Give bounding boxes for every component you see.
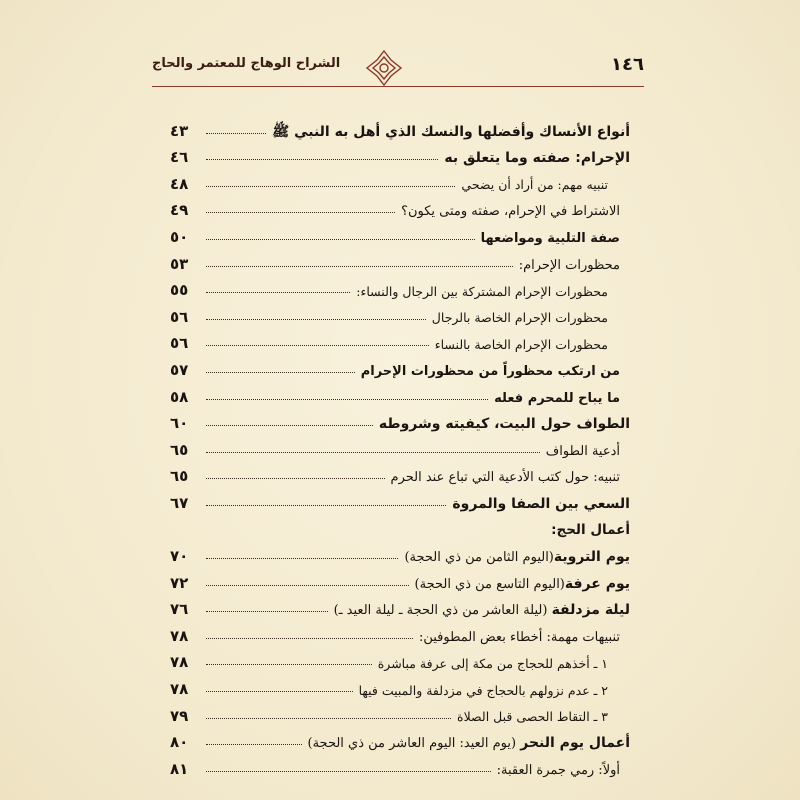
toc-entry-text: (اليوم الثامن من ذي الحجة) bbox=[404, 550, 554, 566]
toc-entry-text: (ليلة العاشر من ذي الحجة ـ ليلة العيد ـ) bbox=[333, 603, 552, 619]
toc-page-number: ٦٥ bbox=[170, 467, 189, 486]
toc-row bbox=[170, 405, 630, 432]
toc-page-number: ٤٨ bbox=[170, 174, 189, 193]
toc-row bbox=[170, 218, 630, 245]
toc-row bbox=[170, 724, 630, 751]
toc-entry bbox=[440, 151, 630, 165]
toc-page-number: ٧٨ bbox=[170, 680, 189, 699]
header-rule bbox=[152, 86, 644, 87]
toc-entry-text: محظورات الإحرام: bbox=[518, 257, 620, 273]
toc-row bbox=[170, 697, 630, 724]
toc-entry bbox=[400, 550, 630, 564]
toc-entry bbox=[448, 497, 630, 511]
toc-entry-text: من ارتكب محظوراً من محظورات الإحرام bbox=[360, 363, 620, 379]
toc-page-number: ٦٧ bbox=[170, 493, 189, 512]
toc-page-number: ٧٨ bbox=[170, 653, 189, 672]
dot-leader bbox=[206, 425, 373, 426]
toc-page-number: ٦٥ bbox=[170, 440, 189, 459]
toc-row bbox=[170, 298, 630, 325]
toc-entry-text: أعمال الحج: bbox=[551, 522, 630, 538]
toc-entry bbox=[411, 577, 630, 591]
dot-leader bbox=[206, 558, 398, 559]
dot-leader bbox=[206, 186, 455, 187]
toc-entry bbox=[387, 471, 630, 484]
toc-entry-text: ٣ ـ التقاط الحصى قبل الصلاة bbox=[457, 709, 608, 725]
page-header bbox=[152, 48, 644, 88]
toc-row bbox=[170, 139, 630, 166]
toc-page-number: ٥٦ bbox=[170, 307, 189, 326]
toc-page-number: ٥٣ bbox=[170, 254, 189, 273]
toc-row bbox=[170, 245, 630, 272]
toc-entry-text: الاشتراط في الإحرام، صفته ومتى يكون؟ bbox=[401, 204, 620, 220]
toc-entry-bold: ليلة مزدلفة bbox=[551, 602, 630, 619]
dot-leader bbox=[206, 345, 429, 346]
toc-page-number: ٧٢ bbox=[170, 573, 189, 592]
toc-entry bbox=[453, 711, 630, 724]
toc-row bbox=[170, 750, 630, 777]
dot-leader bbox=[206, 505, 446, 506]
toc-entry-text: تنبيه مهم: من أراد أن يضحي bbox=[461, 177, 608, 193]
toc-entry-text: تنبيه: حول كتب الأدعية التي تباع عند الحرم bbox=[390, 470, 620, 486]
toc-entry-text: أولاً: رمي جمرة العقبة: bbox=[496, 762, 620, 778]
toc-entry-text: الإحرام: صفته وما يتعلق به bbox=[444, 150, 630, 167]
toc-row bbox=[170, 591, 630, 618]
toc-row bbox=[170, 484, 630, 511]
toc-entry-text: محظورات الإحرام الخاصة بالرجال bbox=[431, 310, 608, 326]
toc-page-number: ٥٠ bbox=[170, 227, 189, 246]
ornament-icon bbox=[364, 48, 404, 88]
toc-entry bbox=[428, 312, 630, 325]
toc-page-number: ٤٦ bbox=[170, 148, 189, 167]
dot-leader bbox=[206, 744, 302, 745]
toc-page-number: ٥٥ bbox=[170, 281, 189, 300]
toc-entry bbox=[515, 259, 630, 272]
dot-leader bbox=[206, 452, 540, 453]
dot-leader bbox=[206, 585, 409, 586]
toc-entry bbox=[357, 365, 630, 378]
toc-entry bbox=[490, 392, 630, 405]
toc-page-number: ٤٣ bbox=[170, 121, 189, 140]
dot-leader bbox=[206, 372, 355, 373]
toc-page-number: ٨٠ bbox=[170, 733, 189, 752]
toc-entry bbox=[304, 736, 630, 750]
dot-leader bbox=[206, 691, 353, 692]
page-number: ١٤٦ bbox=[611, 54, 644, 75]
toc-entry-text: ٢ ـ عدم نزولهم بالحجاج في مزدلفة والمبيت فيها bbox=[358, 682, 608, 698]
toc-entry bbox=[330, 603, 630, 617]
dot-leader bbox=[206, 399, 488, 400]
toc-entry bbox=[268, 125, 630, 139]
dot-leader bbox=[206, 239, 475, 240]
toc-entry-text: ما يباح للمحرم فعله bbox=[494, 390, 620, 406]
toc-entry-text: السعي بين الصفا والمروة bbox=[452, 495, 630, 512]
toc-page-number: ٧٠ bbox=[170, 547, 189, 566]
toc-page-number: ٤٩ bbox=[170, 201, 189, 220]
toc-row bbox=[170, 272, 630, 299]
running-title: الشراح الوهاج للمعتمر والحاج bbox=[152, 56, 341, 71]
toc-page-number: ٨١ bbox=[170, 759, 189, 778]
toc-row bbox=[170, 458, 630, 485]
toc-row bbox=[170, 165, 630, 192]
toc-entry bbox=[355, 682, 630, 698]
toc-entry-bold: أعمال يوم النحر bbox=[520, 735, 630, 752]
toc-page-number: ٦٠ bbox=[170, 414, 189, 433]
toc-entry-bold: يوم التروية bbox=[553, 549, 630, 566]
toc-page-number: ٧٦ bbox=[170, 600, 189, 619]
toc-entry bbox=[352, 283, 630, 299]
dot-leader bbox=[206, 478, 385, 479]
dot-leader bbox=[206, 771, 491, 772]
toc-row bbox=[170, 431, 630, 458]
toc-page-number: ٥٦ bbox=[170, 334, 189, 353]
toc-entry-bold: يوم عرفة bbox=[564, 575, 630, 592]
toc-page-number: ٥٧ bbox=[170, 360, 189, 379]
toc-row bbox=[170, 670, 630, 697]
toc-entry bbox=[397, 205, 630, 218]
dot-leader bbox=[206, 718, 451, 719]
toc-entry bbox=[415, 631, 630, 644]
toc-entry-text: أنواع الأنساك وأفضلها والنسك الذي أهل به النبي ﷺ bbox=[272, 123, 630, 140]
dot-leader bbox=[206, 266, 513, 267]
toc-entry bbox=[477, 232, 630, 245]
dot-leader bbox=[206, 159, 438, 160]
dot-leader bbox=[206, 133, 266, 134]
toc-entry bbox=[375, 417, 630, 431]
toc-row bbox=[170, 617, 630, 644]
toc-entry-text: (يوم العيد: اليوم العاشر من ذي الحجة) bbox=[307, 736, 521, 752]
toc-row bbox=[170, 351, 630, 378]
toc-row bbox=[170, 564, 630, 591]
toc-entry bbox=[542, 445, 630, 458]
toc-row bbox=[170, 192, 630, 219]
toc-entry-text: تنبيهات مهمة: أخطاء بعض المطوفين: bbox=[418, 629, 620, 645]
toc-row bbox=[170, 538, 630, 565]
toc-row bbox=[170, 511, 630, 538]
toc-entry-text: الطواف حول البيت، كيفيته وشروطه bbox=[378, 416, 630, 433]
table-of-contents bbox=[170, 112, 630, 777]
toc-row bbox=[170, 325, 630, 352]
dot-leader bbox=[206, 664, 372, 665]
toc-entry bbox=[457, 179, 630, 192]
toc-page-number: ٥٨ bbox=[170, 387, 189, 406]
toc-entry-text: ١ ـ أخذهم للحجاج من مكة إلى عرفة مباشرة bbox=[377, 655, 608, 671]
dot-leader bbox=[206, 611, 328, 612]
dot-leader bbox=[206, 212, 395, 213]
toc-entry-text: صفة التلبية ومواضعها bbox=[480, 230, 620, 246]
dot-leader bbox=[206, 638, 413, 639]
toc-row bbox=[170, 378, 630, 405]
toc-entry bbox=[431, 336, 630, 352]
toc-entry bbox=[493, 764, 630, 777]
toc-page-number: ٧٨ bbox=[170, 626, 189, 645]
toc-entry bbox=[374, 655, 630, 671]
toc-entry bbox=[547, 524, 630, 538]
dot-leader bbox=[206, 319, 426, 320]
toc-entry-text: أدعية الطواف bbox=[545, 443, 620, 459]
toc-entry-text: محظورات الإحرام الخاصة بالنساء bbox=[434, 336, 608, 352]
toc-row bbox=[170, 112, 630, 139]
dot-leader bbox=[206, 292, 350, 293]
toc-entry-text: (اليوم التاسع من ذي الحجة) bbox=[414, 576, 565, 592]
toc-row bbox=[170, 644, 630, 671]
toc-entry-text: محظورات الإحرام المشتركة بين الرجال والنساء: bbox=[356, 283, 608, 299]
toc-page-number: ٧٩ bbox=[170, 706, 189, 725]
